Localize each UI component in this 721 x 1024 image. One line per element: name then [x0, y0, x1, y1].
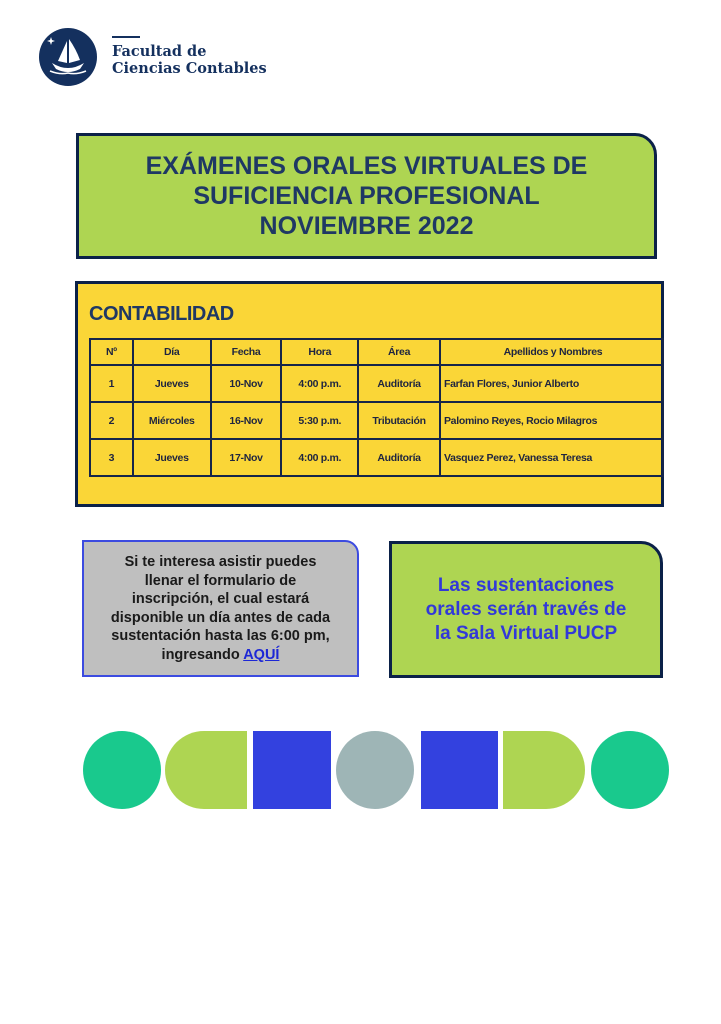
table-row [90, 439, 663, 476]
logo-divider [112, 36, 140, 38]
cell-area: Auditoría [358, 439, 440, 476]
registration-line4: disponible un día antes de cada [110, 609, 331, 626]
virtual-room-info-box [389, 541, 663, 678]
registration-line2: llenar el formulario de [144, 572, 297, 589]
column-header-date: Fecha [211, 339, 282, 365]
column-header-time: Hora [281, 339, 358, 365]
column-header-name: Apellidos y Nombres [440, 339, 663, 365]
cell-number: 2 [90, 402, 133, 439]
faculty-name [112, 43, 267, 77]
faculty-logo [38, 27, 98, 87]
cell-day: Jueves [133, 365, 211, 402]
cell-time: 5:30 p.m. [281, 402, 358, 439]
title-line1: EXÁMENES ORALES VIRTUALES DE [145, 152, 588, 180]
decorative-teal-circle [591, 731, 669, 809]
column-header-number: Nº [90, 339, 133, 365]
cell-day: Jueves [133, 439, 211, 476]
column-header-area: Área [358, 339, 440, 365]
virtual-room-line3: la Sala Virtual PUCP [434, 622, 618, 644]
registration-line5: sustentación hasta las 6:00 pm, [111, 628, 330, 644]
cell-day: Miércoles [133, 402, 211, 439]
faculty-name-line1: Facultad de [112, 43, 207, 60]
decorative-teal-circle [83, 731, 161, 809]
cell-number: 3 [90, 439, 133, 476]
cell-name: Vasquez Perez, Vanessa Teresa [440, 439, 663, 476]
cell-area: Tributación [358, 402, 440, 439]
registration-line6: ingresando [161, 646, 244, 663]
empty-cell [90, 476, 663, 494]
table-row [90, 402, 663, 439]
title-banner [76, 133, 657, 259]
cell-name: Palomino Reyes, Rocio Milagros [440, 402, 663, 439]
cell-number: 1 [90, 365, 133, 402]
virtual-room-line1: Las sustentaciones [437, 574, 615, 596]
title-line3: NOVIEMBRE 2022 [259, 212, 474, 240]
registration-link[interactable]: AQUÍ [243, 646, 280, 663]
registration-line3: inscripción, el cual estará [131, 591, 310, 607]
cell-area: Auditoría [358, 365, 440, 402]
registration-line1: Si te interesa asistir puedes [124, 554, 317, 570]
column-header-day: Día [133, 339, 211, 365]
cell-time: 4:00 p.m. [281, 365, 358, 402]
title-line2: SUFICIENCIA PROFESIONAL [193, 182, 540, 210]
cell-date: 17-Nov [211, 439, 282, 476]
decorative-green-half-pill [503, 731, 585, 809]
section-heading: CONTABILIDAD [89, 303, 234, 325]
cell-time: 4:00 p.m. [281, 439, 358, 476]
contabilidad-section [75, 281, 664, 507]
registration-text [111, 553, 330, 664]
cell-date: 16-Nov [211, 402, 282, 439]
schedule-table [89, 338, 664, 494]
table-row [90, 365, 663, 402]
virtual-room-line2: orales serán través de [425, 598, 627, 620]
table-header-row [90, 339, 663, 365]
virtual-room-text [426, 574, 627, 646]
registration-info-box [82, 540, 359, 677]
decorative-blue-square [253, 731, 331, 809]
cell-name: Farfan Flores, Junior Alberto [440, 365, 663, 402]
faculty-name-line2: Ciencias Contables [112, 60, 267, 77]
decorative-blue-square [421, 731, 498, 809]
ship-emblem-icon [38, 27, 98, 87]
cell-date: 10-Nov [211, 365, 282, 402]
table-empty-row [90, 476, 663, 494]
decorative-gray-circle [336, 731, 414, 809]
decorative-green-half-pill [165, 731, 247, 809]
